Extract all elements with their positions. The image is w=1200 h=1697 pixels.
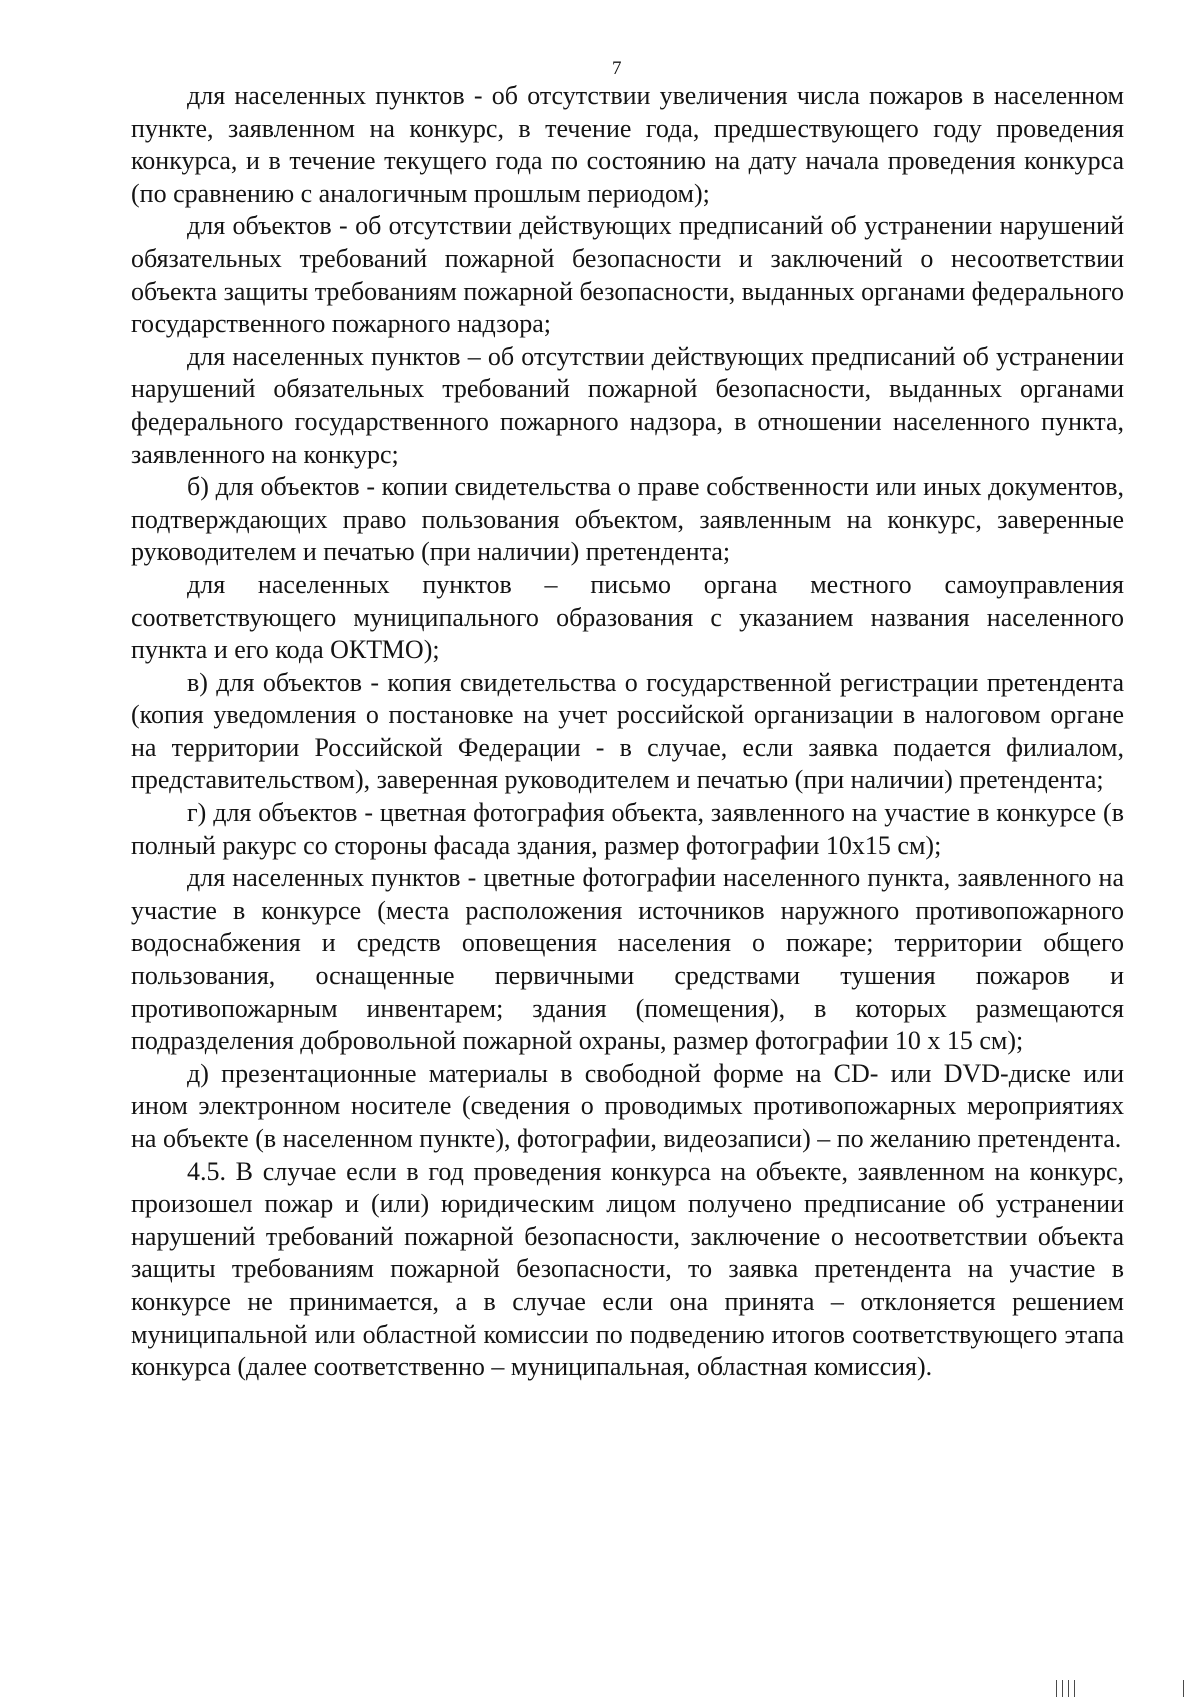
paragraph-g-object-photo: г) для объектов - цветная фотография объекта, заявленного на участие в конкурсе (в полный ракурс со стороны фасада здания, размер фотографии 10х15 см); (131, 798, 1124, 860)
paragraph-settlements-no-prescriptions: для населенных пунктов – об отсутствии действующих предписаний об устранении нарушений обязательных требований пожарной безопасности, выданных органами федерального государственного пожарного надзора, в отношении населенного пункта, заявленного на конкурс; (131, 341, 1124, 469)
scan-tick (1183, 1680, 1184, 1697)
paragraph-b-objects-ownership: б) для объектов - копии свидетельства о праве собственности или иных документов, подтверждающих право пользования объектом, заявленным на конкурс, заверенные руководителем и печатью (при наличии) претендента; (131, 472, 1124, 567)
paragraph-4-5-rejection: 4.5. В случае если в год проведения конкурса на объекте, заявленном на конкурс, произошел пожар и (или) юридическим лицом получено предписание об устранении нарушений требований пожарной безопасности, заключение о несоответствии объекта защиты требованиям пожарной безопасности, то заявка претендента на участие в конкурсе не принимается, а в случае если она принята – отклоняется решением муниципальной или областной комиссии по подведению итогов соответствующего этапа конкурса (далее соответственно – муниципальная, областная комиссия). (131, 1156, 1124, 1382)
scan-tick (1056, 1680, 1057, 1697)
paragraph-d-presentation-materials: д) презентационные материалы в свободной форме на CD- или DVD-диске или ином электронном носителе (сведения о проводимых противопожарных мероприятиях на объекте (в населенном пункте), фотографии, видеозаписи) – по желанию претендента. (131, 1058, 1124, 1153)
paragraph-settlements-photos: для населенных пунктов - цветные фотографии населенного пункта, заявленного на участие в конкурсе (места расположения источников наружного противопожарного водоснабжения и средств оповещения населения о пожаре; территории общего пользования, оснащенные первичными средствами тушения пожаров и противопожарным инвентарем; здания (помещения), в которых размещаются подразделения добровольной пожарной охраны, размер фотографии 10 х 15 см); (131, 863, 1124, 1056)
scan-tick (1074, 1680, 1075, 1697)
paragraph-settlements-letter: для населенных пунктов – письмо органа местного самоуправления соответствующего муниципального образования с указанием названия населенного пункта и его кода ОКТМО); (131, 569, 1124, 665)
document-body (131, 80, 1124, 1384)
scan-tick (1068, 1680, 1069, 1697)
scan-tick (1062, 1680, 1063, 1697)
page-number: 7 (612, 58, 622, 79)
paragraph-v-registration-certificate: в) для объектов - копия свидетельства о государственной регистрации претендента (копия уведомления о постановке на учет российской организации в налоговом органе на территории Российской Федерации - в случае, если заявка подается филиалом, представительством), заверенная руководителем и печатью (при наличии) претендента; (131, 667, 1124, 795)
scan-edge-marks (0, 1672, 1200, 1697)
paragraph-settlements-no-fire-increase: для населенных пунктов - об отсутствии увеличения числа пожаров в населенном пункте, заявленном на конкурс, в течение года, предшествующего году проведения конкурса, и в течение текущего года по состоянию на дату начала проведения конкурса (по сравнению с аналогичным прошлым периодом); (131, 81, 1124, 208)
paragraph-objects-no-prescriptions: для объектов - об отсутствии действующих предписаний об устранении нарушений обязательных требований пожарной безопасности и заключений о несоответствии объекта защиты требованиям пожарной безопасности, выданных органами федерального государственного пожарного надзора; (131, 211, 1124, 339)
